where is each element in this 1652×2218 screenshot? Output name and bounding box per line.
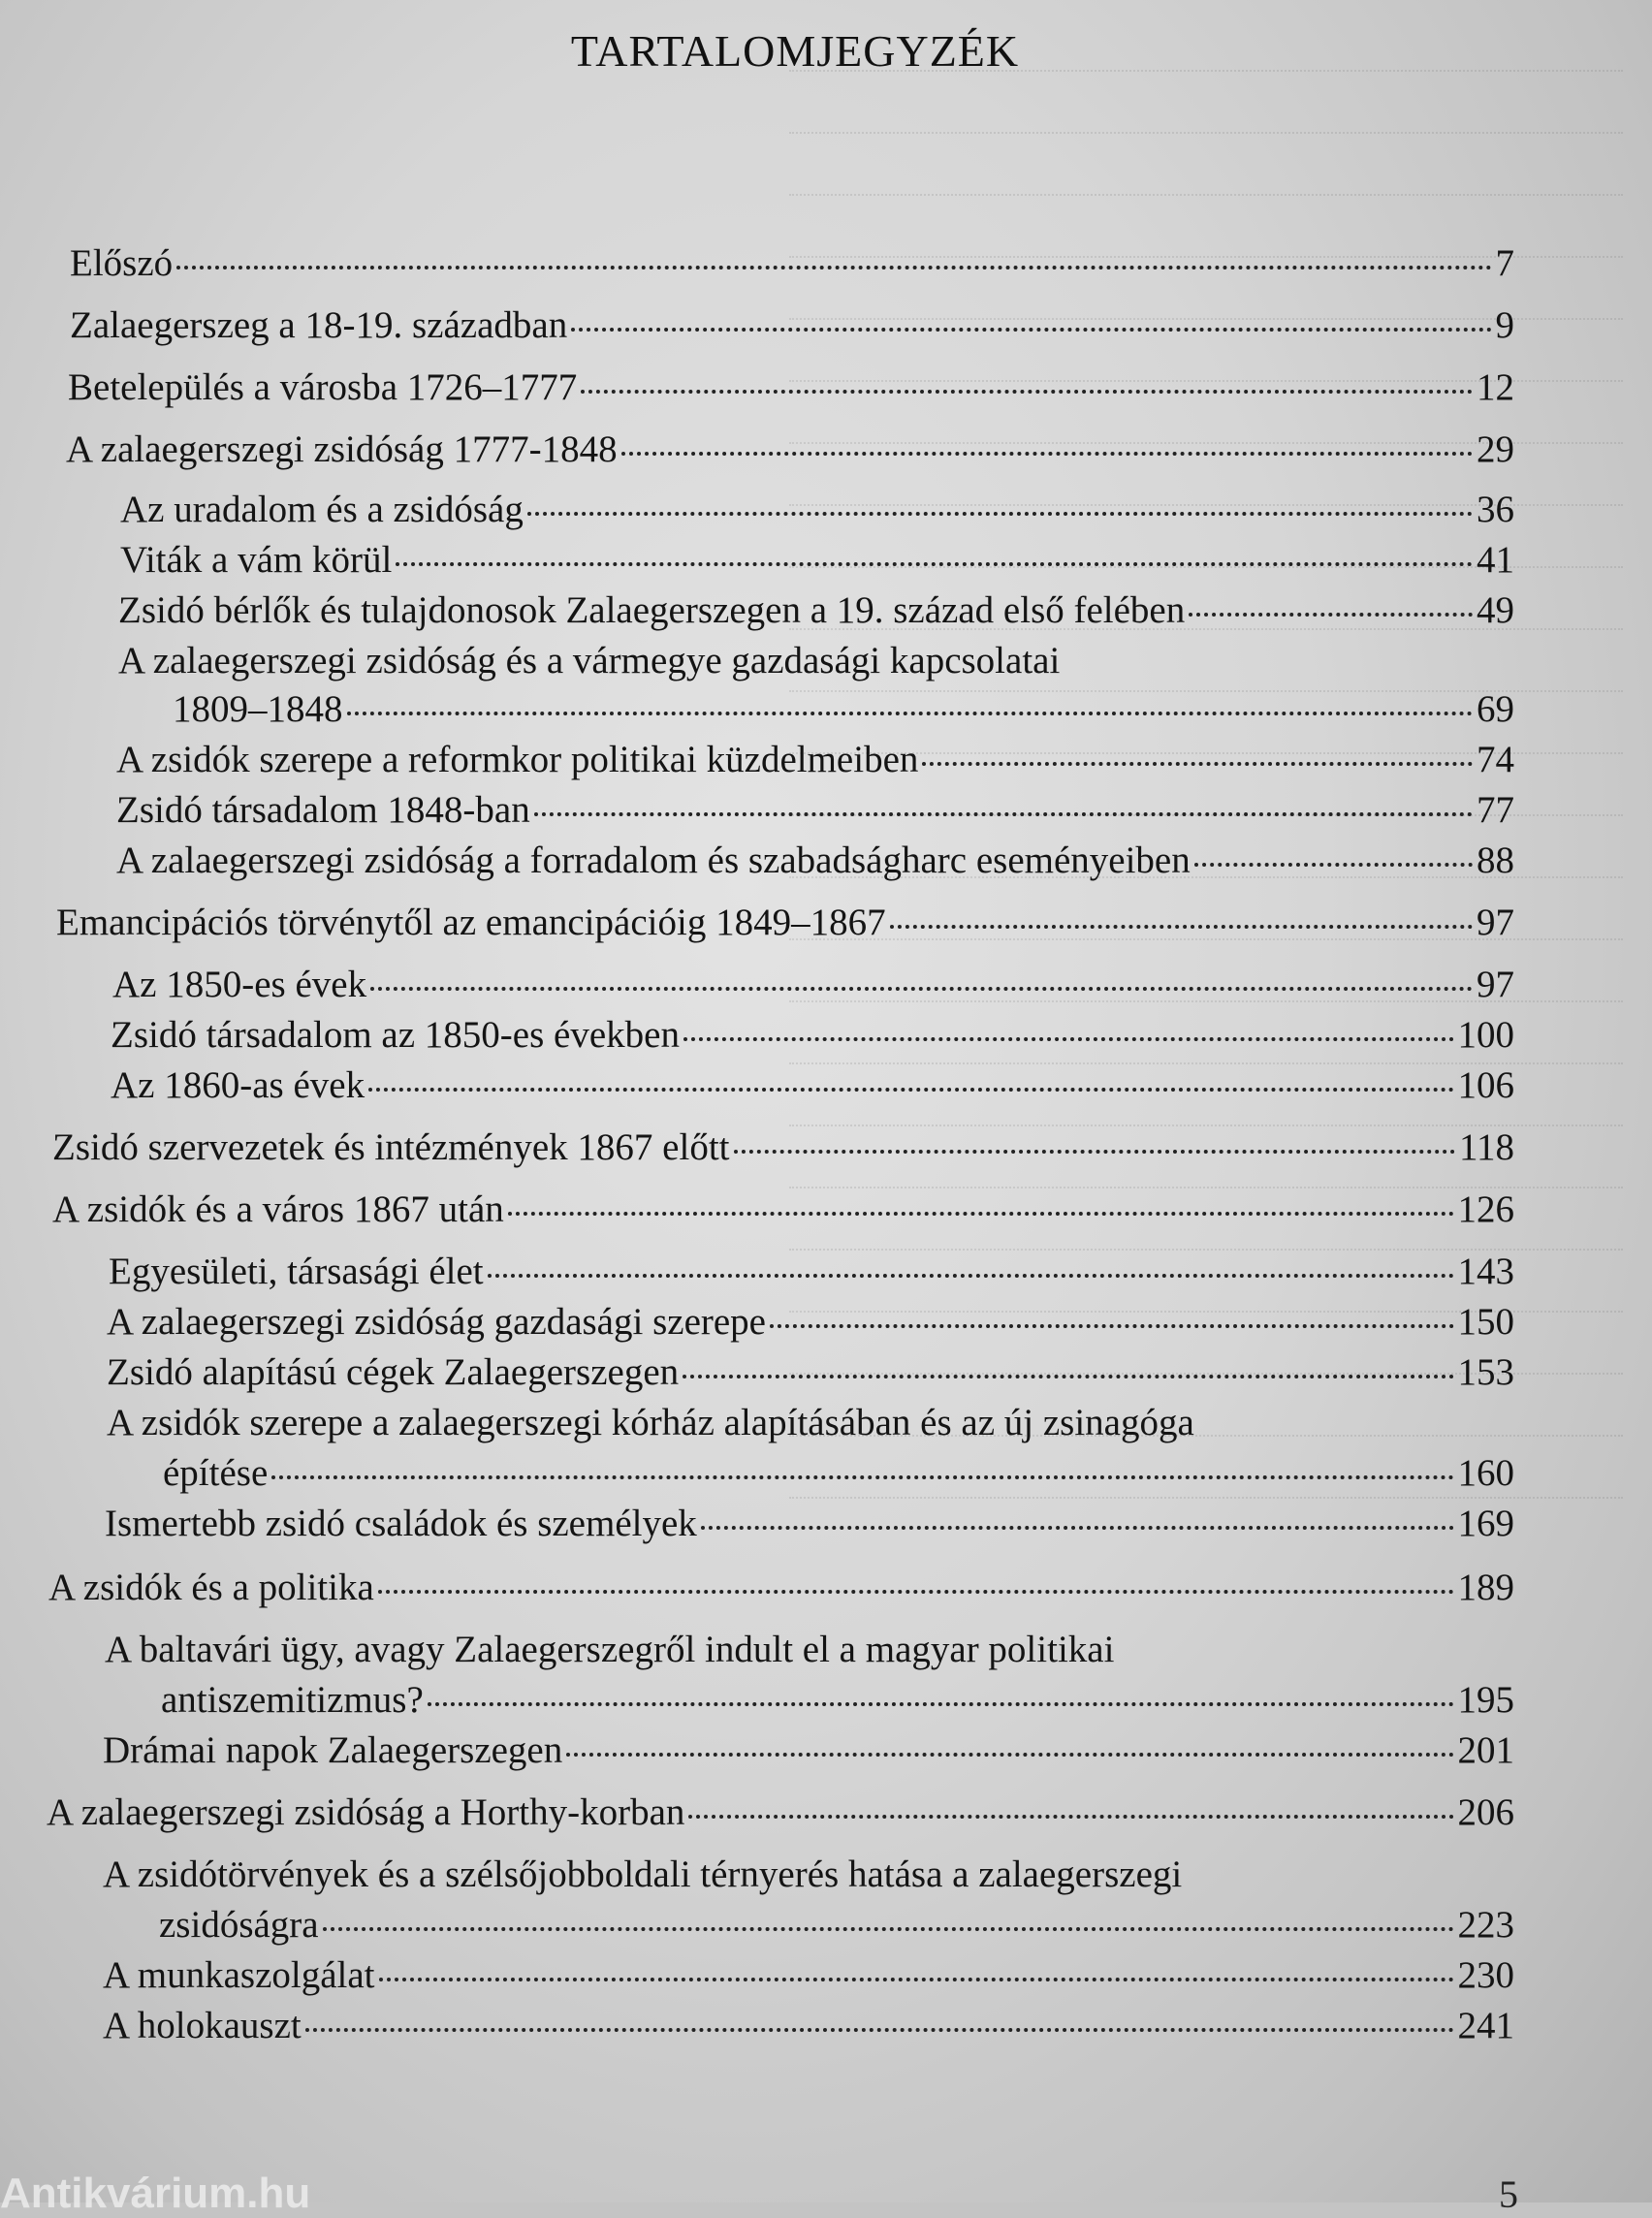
watermark: Antikvárium.hu	[0, 2170, 311, 2217]
toc-page-number: 36	[1477, 489, 1514, 530]
toc-entry-title: Zsidó társadalom az 1850-es években	[111, 1014, 680, 1056]
dot-leader	[734, 1150, 1455, 1154]
dot-leader	[1189, 613, 1473, 617]
toc-entry	[48, 1568, 1514, 1606]
toc-entry	[163, 1454, 1514, 1492]
toc-entry-title: Betelepülés a városba 1726–1777	[68, 366, 578, 408]
dot-leader	[508, 1212, 1454, 1216]
dot-leader	[396, 562, 1473, 566]
toc-entry	[173, 690, 1514, 728]
dot-leader	[688, 1815, 1453, 1819]
toc-entry	[56, 903, 1514, 941]
page-folio-number: 5	[1499, 2172, 1518, 2216]
toc-page-number: 160	[1457, 1452, 1514, 1494]
toc-page-number: 77	[1477, 789, 1514, 831]
dot-leader	[770, 1324, 1454, 1328]
toc-entry	[66, 430, 1514, 468]
dot-leader	[305, 2028, 1454, 2032]
toc-entry	[111, 1016, 1514, 1054]
toc-entry-title: építése	[163, 1452, 269, 1494]
toc-entry-title: A zalaegerszegi zsidóság 1777-1848	[66, 428, 618, 470]
dot-leader	[701, 1526, 1454, 1530]
toc-entry-title: A zalaegerszegi zsidóság a forradalom és szabadságharc eseményeiben	[116, 840, 1191, 881]
page-title: TARTALOMJEGYZÉK	[570, 26, 1020, 76]
dot-leader	[683, 1375, 1453, 1378]
toc-entry-title: A zsidók és a város 1867 után	[52, 1188, 504, 1230]
toc-entry	[116, 841, 1514, 879]
toc-page-number: 9	[1495, 304, 1514, 346]
toc-page-number: 143	[1457, 1251, 1514, 1292]
toc-entry	[103, 1956, 1514, 1994]
toc-entry	[116, 741, 1514, 778]
toc-page-number: 41	[1477, 539, 1514, 581]
toc-page-number: 195	[1457, 1679, 1514, 1721]
toc-page-number: 49	[1477, 589, 1514, 631]
toc-page-number: 118	[1458, 1126, 1514, 1168]
toc-entry	[52, 1190, 1514, 1228]
toc-entry-title: Zsidó alapítású cégek Zalaegerszegen	[107, 1351, 680, 1393]
toc-entry	[118, 591, 1514, 629]
toc-entry-title-line1: A zsidótörvények és a szélsőjobboldali térnyerés hatása a zalaegerszegi	[103, 1854, 1183, 1895]
toc-entry-title: A zsidók szerepe a reformkor politikai küzdelmeiben	[116, 739, 919, 780]
toc-entry-title: A zalaegerszegi zsidóság a Horthy-korban	[47, 1791, 685, 1833]
toc-entry-title: antiszemitizmus?	[161, 1679, 424, 1721]
toc-page-number: 106	[1457, 1064, 1514, 1106]
toc-entry	[112, 966, 1514, 1003]
toc-entry-title: Zsidó bérlők és tulajdonosok Zalaegerszegen a 19. század első felében	[118, 589, 1186, 631]
toc-page-number: 97	[1477, 902, 1514, 943]
toc-page-number: 97	[1477, 964, 1514, 1005]
toc-entry	[111, 1066, 1514, 1104]
toc-entry	[70, 244, 1514, 282]
toc-page-number: 153	[1457, 1351, 1514, 1393]
toc-entry-title: Egyesületi, társasági élet	[109, 1251, 484, 1292]
toc-entry-title: Ismertebb zsidó családok és személyek	[105, 1503, 697, 1544]
dot-leader	[922, 762, 1473, 766]
toc-entry-title-line1: A zalaegerszegi zsidóság és a vármegye gazdasági kapcsolatai	[118, 640, 1061, 681]
toc-entry-title: Az 1860-as évek	[111, 1064, 365, 1106]
toc-entry-title: Az 1850-es évek	[112, 964, 367, 1005]
dot-leader	[323, 1927, 1454, 1931]
toc-entry-title: A munkaszolgálat	[103, 1954, 375, 1996]
dot-leader	[176, 266, 1491, 269]
toc-page-number: 88	[1477, 840, 1514, 881]
toc-entry	[70, 306, 1514, 344]
toc-entry-title-line1: A zsidók szerepe a zalaegerszegi kórház alapításában és az új zsinagóga	[107, 1402, 1194, 1443]
dot-leader	[581, 390, 1473, 394]
dot-leader	[379, 1978, 1454, 1981]
toc-entry-title: zsidóságra	[159, 1904, 319, 1946]
dot-leader	[527, 512, 1473, 516]
dot-leader	[566, 1753, 1453, 1757]
toc-entry-title: Zsidó társadalom 1848-ban	[116, 789, 530, 831]
toc-page-number: 12	[1477, 366, 1514, 408]
toc-entry-title: Előszó	[70, 242, 174, 284]
toc-entry	[107, 1353, 1514, 1391]
dot-leader	[890, 925, 1473, 929]
toc-entry-title: Zsidó szervezetek és intézmények 1867 előtt	[52, 1126, 730, 1168]
dot-leader	[378, 1590, 1454, 1594]
toc-entry-title-line1: A baltavári ügy, avagy Zalaegerszegről indult el a magyar politikai	[105, 1629, 1115, 1670]
toc-entry-title: Az uradalom és a zsidóság	[120, 489, 524, 530]
toc-page-number: 69	[1477, 688, 1514, 730]
toc-entry	[107, 1303, 1514, 1341]
toc-page-number: 223	[1457, 1904, 1514, 1946]
toc-page-number: 201	[1457, 1729, 1514, 1771]
toc-entry	[159, 1906, 1514, 1944]
toc-page-number: 126	[1457, 1188, 1514, 1230]
toc-page-number: 241	[1457, 2005, 1514, 2046]
toc-page-number: 74	[1477, 739, 1514, 780]
toc-entry-title: 1809–1848	[173, 688, 343, 730]
toc-page-number: 100	[1457, 1014, 1514, 1056]
toc-page-number: 230	[1457, 1954, 1514, 1996]
toc-entry-title: A holokauszt	[103, 2005, 302, 2046]
toc-entry-title: A zsidók és a politika	[48, 1567, 374, 1608]
toc-entry-title: A zalaegerszegi zsidóság gazdasági szerepe	[107, 1301, 766, 1343]
toc-entry	[120, 541, 1514, 579]
toc-entry	[103, 2007, 1514, 2044]
toc-entry	[103, 1731, 1514, 1769]
toc-page-number: 206	[1457, 1791, 1514, 1833]
toc-entry-title: Drámai napok Zalaegerszegen	[103, 1729, 563, 1771]
toc-entry-title: Emancipációs törvénytől az emancipációig 1849–1867	[56, 902, 886, 943]
toc-entry	[52, 1128, 1514, 1166]
toc-page-number: 7	[1495, 242, 1514, 284]
toc-entry	[105, 1505, 1514, 1542]
dot-leader	[488, 1274, 1454, 1278]
toc-page-number: 150	[1457, 1301, 1514, 1343]
dot-leader	[1194, 863, 1473, 867]
toc-page-number: 169	[1457, 1503, 1514, 1544]
dot-leader	[271, 1475, 1453, 1479]
toc-entry	[47, 1793, 1514, 1831]
dot-leader	[571, 328, 1491, 332]
toc-entry-title: Zalaegerszeg a 18-19. században	[70, 304, 568, 346]
toc-page-number: 189	[1457, 1567, 1514, 1608]
dot-leader	[621, 452, 1473, 456]
dot-leader	[534, 812, 1473, 816]
toc-entry	[120, 491, 1514, 528]
dot-leader	[368, 1088, 1453, 1092]
dot-leader	[370, 987, 1473, 991]
toc-entry	[116, 791, 1514, 829]
toc-entry	[161, 1681, 1514, 1719]
dot-leader	[428, 1702, 1454, 1706]
toc-entry	[109, 1252, 1514, 1290]
dot-leader	[347, 712, 1474, 715]
toc-entry-title: Viták a vám körül	[120, 539, 393, 581]
dot-leader	[683, 1037, 1454, 1041]
toc-page-number: 29	[1477, 428, 1514, 470]
toc-entry	[68, 368, 1514, 406]
